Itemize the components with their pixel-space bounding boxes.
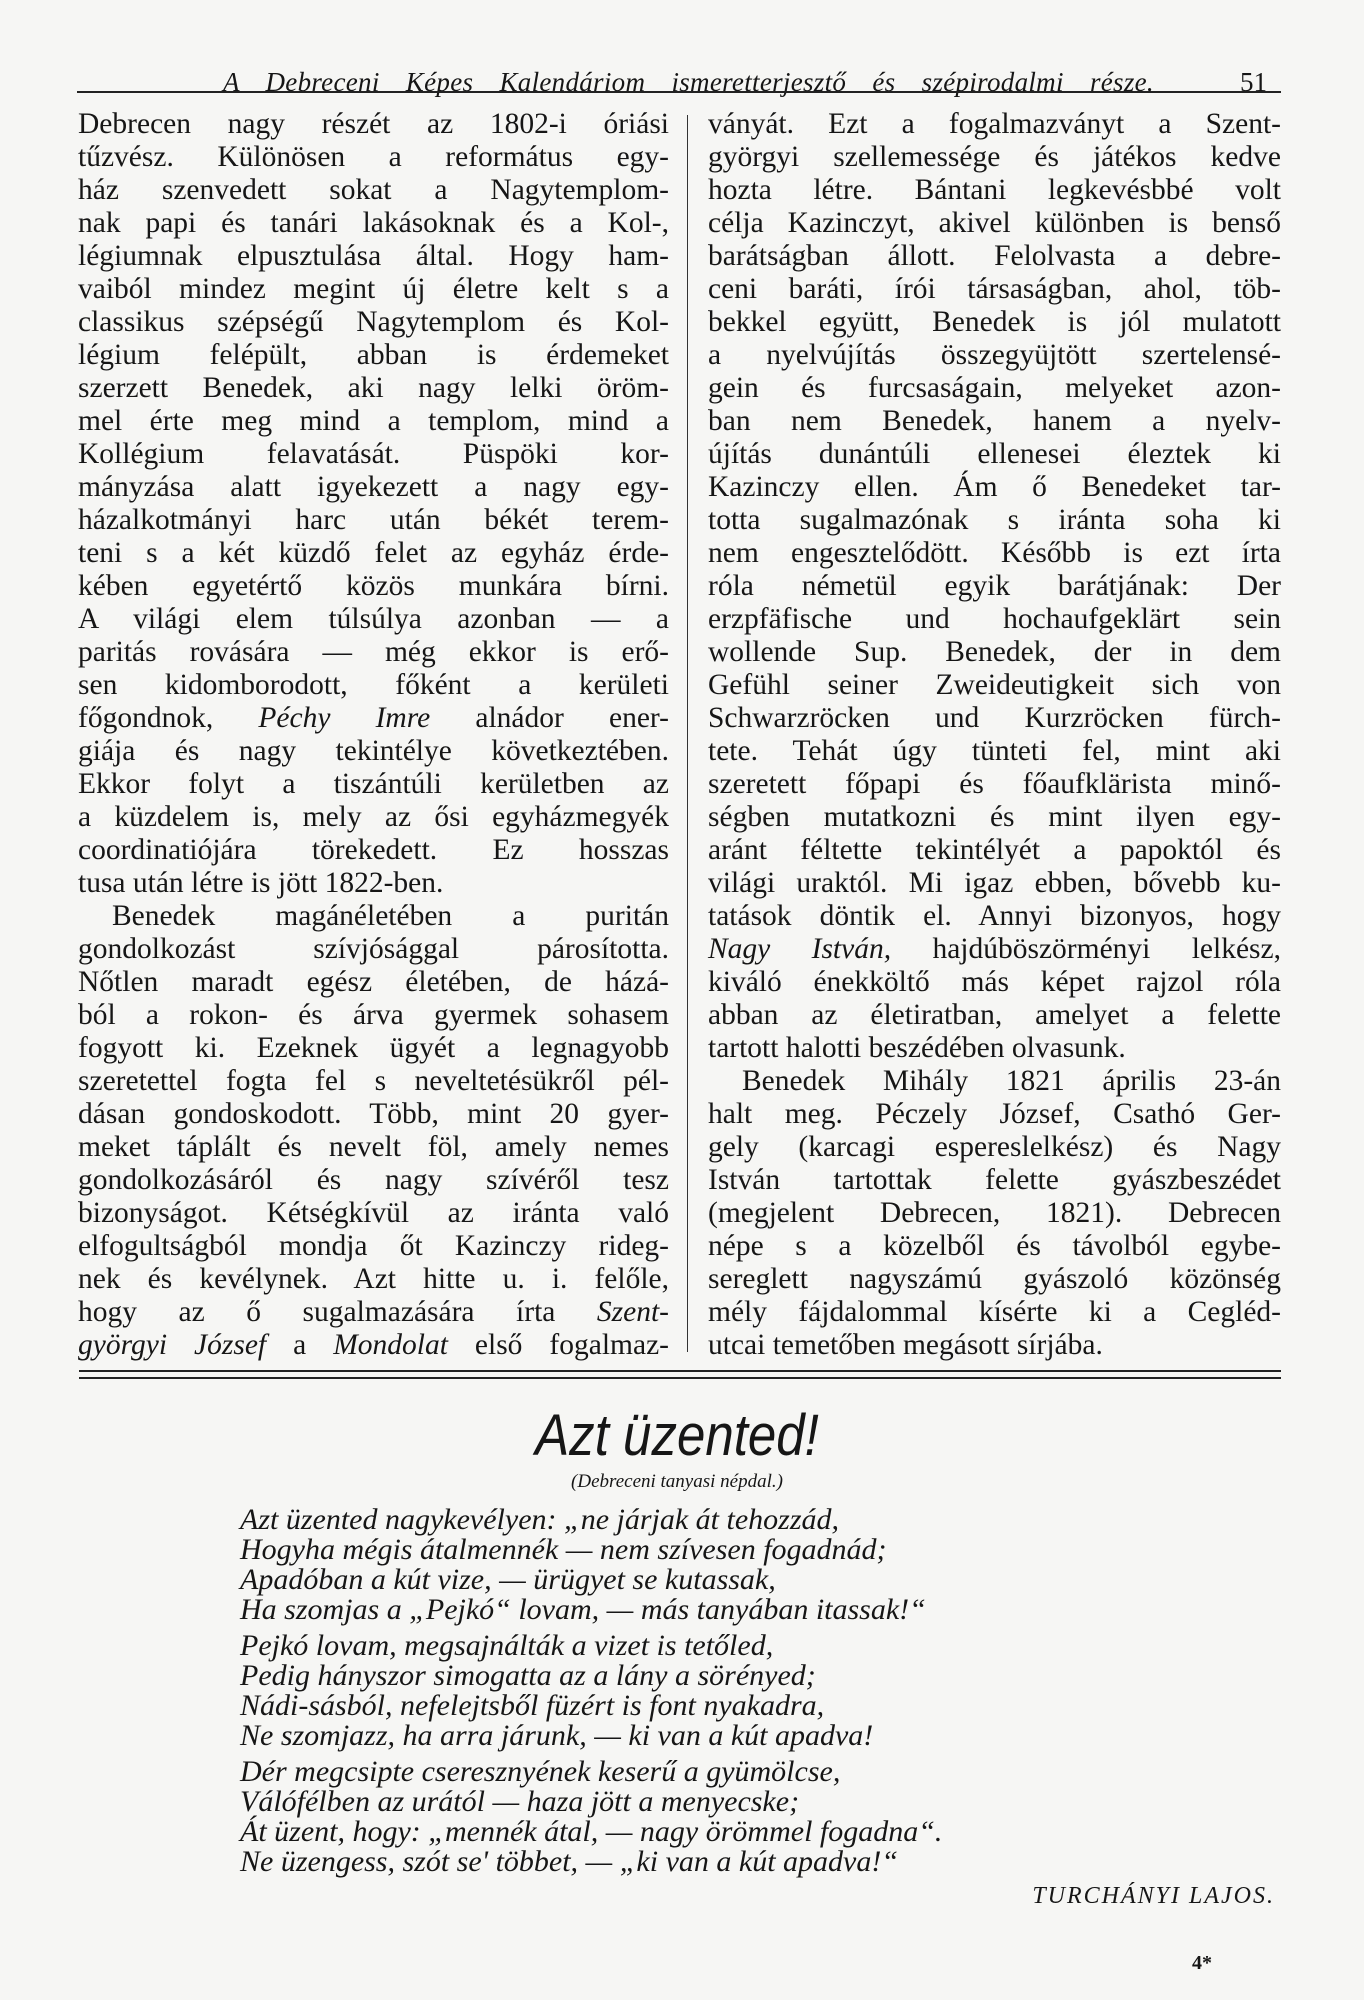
text-line: szeretett főpapi és főaufklärista minő- <box>708 768 1281 800</box>
text-line: Gefühl seiner Zweideutigkeit sich von <box>708 669 1281 701</box>
text-line: ban nem Benedek, hanem a nyelv- <box>708 405 1281 437</box>
italic-text-segment: györgyi József <box>78 1329 267 1361</box>
text-line: Benedek magánéletében a puritán <box>112 900 669 932</box>
poem-stanza <box>240 1757 942 1877</box>
text-line: Nőtlen maradt egész életében, de házá- <box>78 966 669 998</box>
text-line: ványát. Ezt a fogalmazványt a Szent- <box>708 108 1281 140</box>
text-line: István tartottak felette gyászbeszédet <box>708 1164 1281 1196</box>
poem-line: Azt üzented nagykevélyen: „ne járjak át tehozzád, <box>240 1503 840 1536</box>
text-line: tete. Tehát úgy tünteti fel, mint aki <box>708 735 1281 767</box>
text-line: mel érte meg mind a templom, mind a <box>78 405 669 437</box>
text-line: (megjelent Debrecen, 1821). Debrecen <box>708 1197 1281 1229</box>
text-line: nak papi és tanári lakásoknak és a Kol-, <box>78 207 669 239</box>
text-line: légium felépült, abban is érdemeket <box>78 339 669 371</box>
text-line: elfogultságból mondja őt Kazinczy rideg- <box>78 1230 669 1262</box>
text-line: a küzdelem is, mely az ősi egyházmegyék <box>78 801 669 833</box>
text-segment: alnádor ener- <box>430 702 669 734</box>
text-line: bekkel együtt, Benedek is jól mulatott <box>708 306 1281 338</box>
text-line: erzpfäfische und hochaufgeklärt sein <box>708 603 1281 635</box>
text-segment: első fogalmaz- <box>447 1329 669 1361</box>
text-line: Debrecen nagy részét az 1802-i óriási <box>78 108 669 140</box>
text-line <box>708 933 1281 966</box>
poem-line: Pedig hányszor simogatta az a lány a sörényed; <box>240 1659 816 1692</box>
text-line: giája és nagy tekintélye következtében. <box>78 735 669 767</box>
text-line: légiumnak elpusztulása által. Hogy ham- <box>78 240 669 272</box>
poem-stanza <box>240 1631 942 1751</box>
text-line: Schwarzröcken und Kurzröcken fürch- <box>708 702 1281 734</box>
text-line: abban az életiratban, amelyet a felette <box>708 999 1281 1031</box>
text-line: tusa után létre is jött 1822-ben. <box>78 867 444 899</box>
text-line: hozta létre. Bántani legkevésbbé volt <box>708 174 1281 206</box>
poem-stanza <box>240 1505 942 1625</box>
column-divider <box>687 115 688 1352</box>
text-line: coordinatiójára törekedett. Ez hosszas <box>78 834 669 866</box>
poem-line: Pejkó lovam, megsajnálták a vizet is tetőled, <box>240 1629 774 1662</box>
text-line <box>78 702 669 735</box>
italic-text-segment: Mondolat <box>333 1329 448 1361</box>
text-line: barátságban állott. Felolvasta a debre- <box>708 240 1281 272</box>
text-line: aránt féltette tekintélyét a papoktól és <box>708 834 1281 866</box>
running-header-title: A Debreceni Képes Kalendáriom ismeretterjesztő és szépirodalmi része. <box>223 67 1154 97</box>
text-line: vaiból mindez megint új életre kelt s a <box>78 273 669 305</box>
text-segment: hajdúböszörményi lelkész, <box>891 933 1281 965</box>
text-segment: főgondnok, <box>78 702 259 734</box>
text-line: róla németül egyik barátjának: Der <box>708 570 1281 602</box>
text-line: halt meg. Péczely József, Csathó Ger- <box>708 1098 1281 1130</box>
text-line: mányzása alatt igyekezett a nagy egy- <box>78 471 669 503</box>
text-line: tartott halotti beszédében olvasunk. <box>708 1032 1126 1064</box>
text-line: világi uraktól. Mi igaz ebben, bővebb ku- <box>708 867 1281 899</box>
poem-line: Ne szomjazz, ha arra járunk, — ki van a kút apadva! <box>240 1719 874 1752</box>
poem-line: Apadóban a kút vize, — ürügyet se kutassak, <box>240 1563 776 1596</box>
text-line: Ekkor folyt a tiszántúli kerületben az <box>78 768 669 800</box>
text-line: A világi elem túlsúlya azonban — a <box>78 603 669 635</box>
text-line: ceni baráti, írói társaságban, ahol, töb- <box>708 273 1281 305</box>
text-segment: a <box>266 1329 334 1361</box>
text-line: nem engesztelődött. Később is ezt írta <box>708 537 1281 569</box>
text-line: Benedek Mihály 1821 április 23-án <box>742 1065 1281 1097</box>
text-line: szerzett Benedek, aki nagy lelki öröm- <box>78 372 669 404</box>
text-line: kiváló énekköltő más képet rajzol róla <box>708 966 1281 998</box>
left-text-column <box>78 108 669 1362</box>
poem-line: Ha szomjas a „Pejkó“ lovam, — más tanyában itassak!“ <box>240 1593 926 1626</box>
text-line: Kazinczy ellen. Ám ő Benedeket tar- <box>708 471 1281 503</box>
text-line: nek és kevélynek. Azt hitte u. i. felőle, <box>78 1263 669 1295</box>
text-line: ségben mutatkozni és mint ilyen egy- <box>708 801 1281 833</box>
text-line: újítás dunántúli ellenesei éleztek ki <box>708 438 1281 470</box>
text-line <box>78 1329 669 1362</box>
italic-text-segment: Péchy Imre <box>258 702 431 734</box>
section-rule-bottom <box>79 1377 1281 1379</box>
poem-subtitle: (Debreceni tanyasi népdal.) <box>571 1471 783 1492</box>
poem-line: Válófélben az urától — haza jött a menyecske; <box>240 1785 800 1818</box>
text-line: népe s a közelből és távolból egybe- <box>708 1230 1281 1262</box>
text-line: meket táplált és nevelt föl, amely nemes <box>78 1131 669 1163</box>
text-line: Kollégium felavatását. Püspöki kor- <box>78 438 669 470</box>
poem-line: Át üzent, hogy: „mennék átal, — nagy örömmel fogadna“. <box>240 1815 943 1848</box>
text-line: sen kidomborodott, főként a kerületi <box>78 669 669 701</box>
poem-author: TURCHÁNYI LAJOS. <box>1032 1883 1275 1909</box>
poem-line: Nádi-sásból, nefelejtsből füzért is font nyakadra, <box>240 1689 825 1722</box>
text-line: fogyott ki. Ezeknek ügyét a legnagyobb <box>78 1032 669 1064</box>
text-line: házalkotmányi harc után békét terem- <box>78 504 669 536</box>
text-line: utcai temetőben megásott sírjába. <box>708 1329 1103 1361</box>
text-line: gein és furcsaságain, melyeket azon- <box>708 372 1281 404</box>
header-rule <box>77 91 1281 93</box>
text-line: wollende Sup. Benedek, der in dem <box>708 636 1281 668</box>
text-line <box>78 1296 669 1329</box>
text-line: mély fájdalommal kísérte ki a Cegléd- <box>708 1296 1281 1328</box>
sheet-signature-mark: 4* <box>1192 1952 1212 1974</box>
poem-line: Hogyha mégis átalmennék — nem szívesen fogadnád; <box>240 1533 887 1566</box>
text-line: totta sugalmazónak s iránta soha ki <box>708 504 1281 536</box>
text-line: sereglett nagyszámú gyászoló közönség <box>708 1263 1281 1295</box>
poem-body <box>240 1505 942 1877</box>
text-line: kében egyetértő közös munkára bírni. <box>78 570 669 602</box>
text-line: gondolkozásáról és nagy szívéről tesz <box>78 1164 669 1196</box>
poem-line: Ne üzengess, szót se' többet, — „ki van a kút apadva!“ <box>240 1845 899 1878</box>
text-line: ból a rokon- és árva gyermek sohasem <box>78 999 669 1031</box>
text-line: paritás rovására — még ekkor is erő- <box>78 636 669 668</box>
poem-line: Dér megcsipte cseresznyének keserű a gyümölcse, <box>240 1755 841 1788</box>
right-text-column <box>708 108 1281 1362</box>
text-segment: hogy az ő sugalmazására írta <box>78 1296 597 1328</box>
text-line: célja Kazinczyt, akivel különben is benső <box>708 207 1281 239</box>
section-rule-top <box>79 1370 1281 1372</box>
text-line: a nyelvújítás összegyüjtött szertelensé- <box>708 339 1281 371</box>
page-number: 51 <box>1240 67 1267 97</box>
text-line: bizonyságot. Kétségkívül az iránta való <box>78 1197 669 1229</box>
text-line: ház szenvedett sokat a Nagytemplom- <box>78 174 669 206</box>
text-line: classikus szépségű Nagytemplom és Kol- <box>78 306 669 338</box>
italic-text-segment: Szent- <box>596 1296 669 1328</box>
text-line: györgyi szellemessége és játékos kedve <box>708 141 1281 173</box>
text-line: teni s a két küzdő felet az egyház érde- <box>78 537 669 569</box>
text-line: szeretettel fogta fel s neveltetésükről pél- <box>78 1065 669 1097</box>
text-line: gondolkozást szívjósággal párosította. <box>78 933 669 965</box>
text-line: tatások döntik el. Annyi bizonyos, hogy <box>708 900 1281 932</box>
text-line: dásan gondoskodott. Több, mint 20 gyer- <box>78 1098 669 1130</box>
poem-title: Azt üzented! <box>535 1403 819 1468</box>
text-line: tűzvész. Különösen a református egy- <box>78 141 669 173</box>
text-line: gely (karcagi espereslelkész) és Nagy <box>708 1131 1281 1163</box>
italic-text-segment: Nagy István, <box>708 933 892 965</box>
